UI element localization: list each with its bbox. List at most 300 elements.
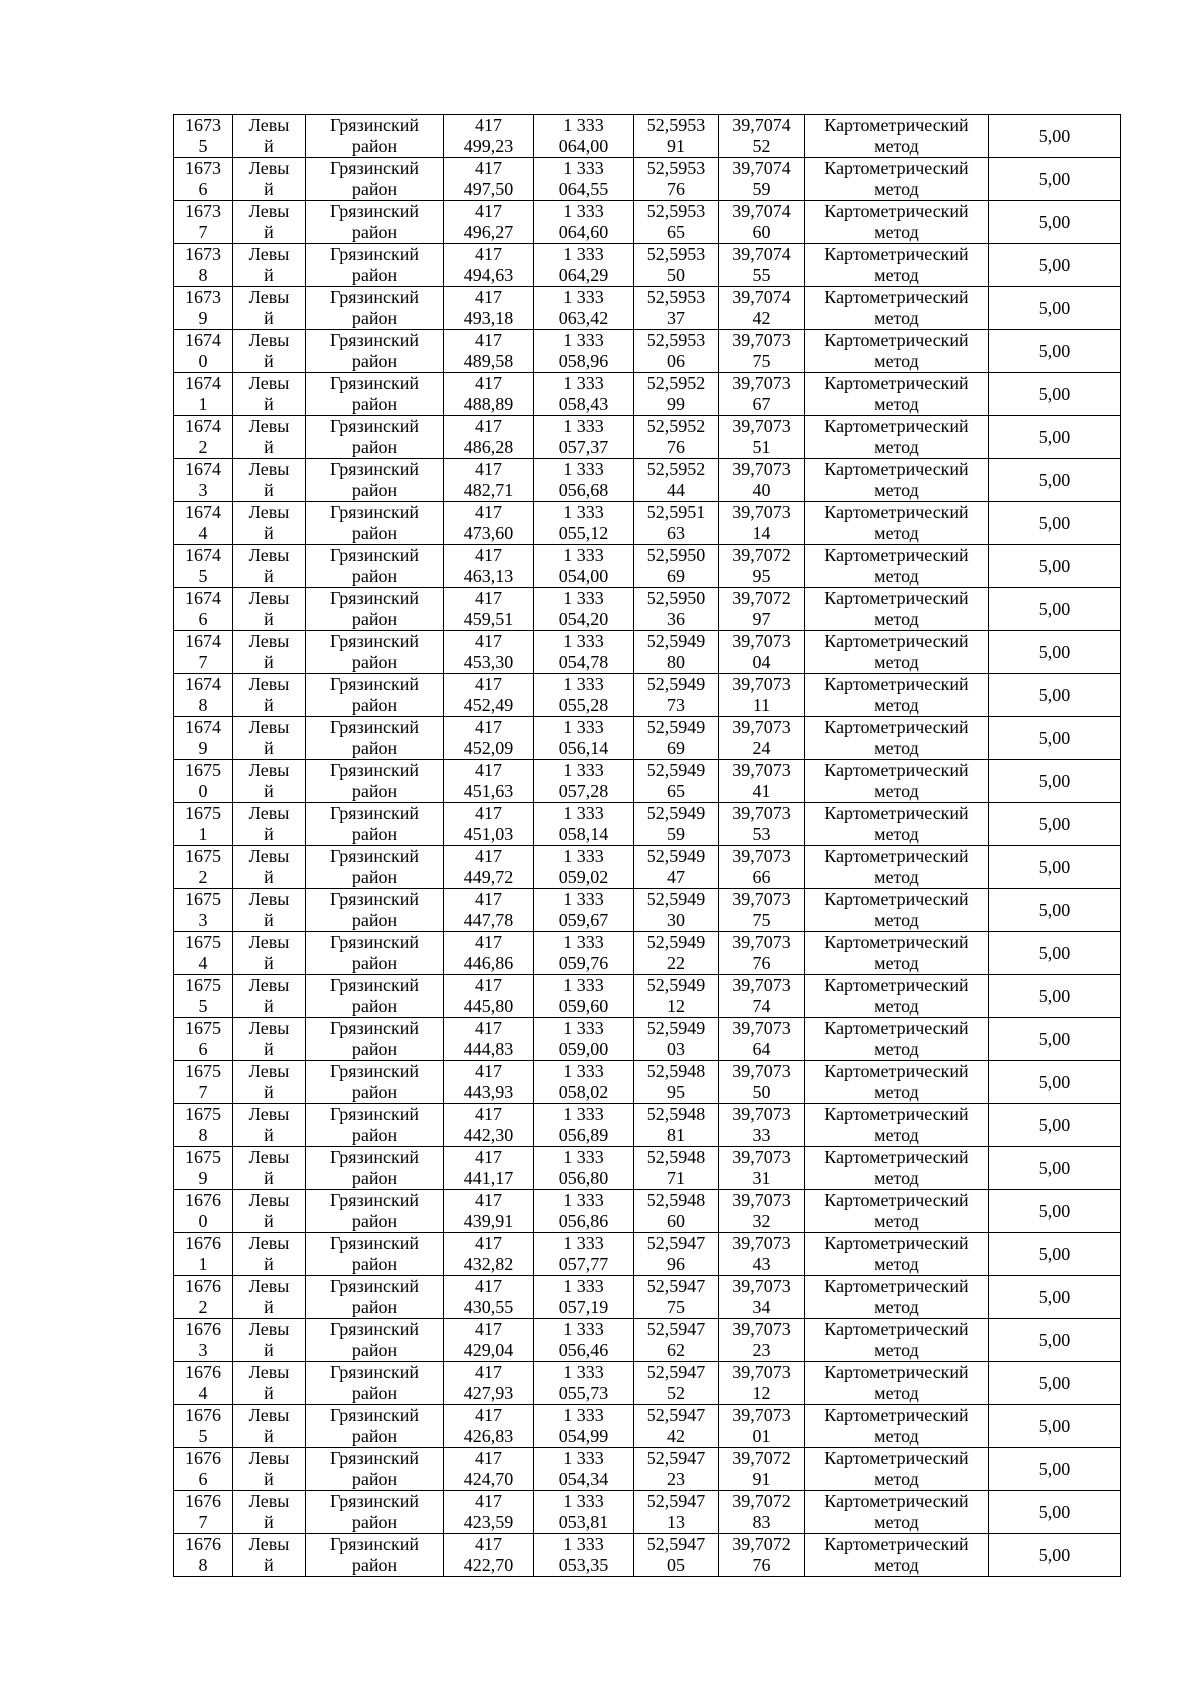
cell-text: Грязинский	[330, 1147, 419, 1167]
x-coordinate-cell	[444, 416, 534, 459]
cell-text: Левы	[248, 1147, 290, 1167]
cell-text: 1 333	[563, 287, 604, 307]
cell-text: 0	[198, 781, 208, 801]
cell-text: Грязинский	[330, 1190, 419, 1210]
point-number-cell	[174, 459, 233, 502]
cell-text: 424,70	[463, 1469, 514, 1489]
cell-text: 36	[667, 609, 685, 629]
cell-text: район	[351, 351, 398, 371]
cell-text: Грязинский	[330, 1491, 419, 1511]
longitude-cell	[719, 932, 805, 975]
cell-text: 417	[475, 330, 502, 350]
cell-text: Грязинский	[330, 588, 419, 608]
accuracy-cell	[989, 1319, 1121, 1362]
x-coordinate-cell	[444, 1147, 534, 1190]
cell-text: 91	[667, 136, 685, 156]
district-cell	[306, 1362, 444, 1405]
accuracy-cell	[989, 1448, 1121, 1491]
cell-text: 71	[667, 1168, 685, 1188]
cell-text: 39,7073	[732, 1362, 791, 1382]
cell-text: 1676	[185, 1534, 221, 1554]
cell-text: 1 333	[563, 502, 604, 522]
cell-text: Левы	[248, 545, 290, 565]
cell-text: 11	[752, 695, 771, 715]
cell-text: 5,00	[1038, 1071, 1071, 1092]
cell-text: 8	[198, 1125, 208, 1145]
latitude-cell	[634, 373, 719, 416]
cell-text: Левы	[248, 1534, 290, 1554]
cell-text: Картометрический	[824, 846, 969, 866]
accuracy-cell	[989, 932, 1121, 975]
bank-side-cell	[233, 459, 306, 502]
cell-text: Грязинский	[330, 1448, 419, 1468]
cell-text: 95	[667, 1082, 685, 1102]
x-coordinate-cell	[444, 287, 534, 330]
table-row	[174, 760, 1121, 803]
point-number-cell	[174, 373, 233, 416]
x-coordinate-cell	[444, 502, 534, 545]
cell-text: 053,35	[558, 1555, 609, 1575]
point-number-cell	[174, 1405, 233, 1448]
x-coordinate-cell	[444, 1448, 534, 1491]
cell-text: 59	[752, 179, 771, 199]
cell-text: 06	[667, 351, 685, 371]
cell-text: 43	[752, 1254, 771, 1274]
cell-text: 1 333	[563, 889, 604, 909]
cell-text: 417	[475, 1405, 502, 1425]
district-cell	[306, 158, 444, 201]
cell-text: 5,00	[1038, 426, 1071, 447]
cell-text: 9	[198, 738, 208, 758]
cell-text: 39,7073	[732, 717, 791, 737]
district-cell	[306, 674, 444, 717]
cell-text: метод	[874, 1512, 919, 1532]
cell-text: 39,7074	[732, 115, 791, 135]
accuracy-cell	[989, 201, 1121, 244]
cell-text: 5	[198, 1426, 208, 1446]
cell-text: 426,83	[463, 1426, 514, 1446]
cell-text: Левы	[248, 201, 290, 221]
method-cell	[805, 1190, 989, 1233]
cell-text: Левы	[248, 1319, 290, 1339]
cell-text: 52,5953	[646, 244, 706, 264]
cell-text: Грязинский	[330, 1061, 419, 1081]
latitude-cell	[634, 1491, 719, 1534]
cell-text: метод	[874, 1125, 919, 1145]
cell-text: 417	[475, 631, 502, 651]
cell-text: 52,5950	[646, 545, 706, 565]
accuracy-cell	[989, 1405, 1121, 1448]
cell-text: 1 333	[563, 1448, 604, 1468]
cell-text: й	[264, 1555, 274, 1575]
cell-text: й	[264, 953, 274, 973]
cell-text: 494,63	[463, 265, 514, 285]
cell-text: 6	[198, 1039, 208, 1059]
cell-text: 1 333	[563, 1405, 604, 1425]
cell-text: 99	[667, 394, 685, 414]
y-coordinate-cell	[534, 1233, 634, 1276]
cell-text: 417	[475, 1448, 502, 1468]
longitude-cell	[719, 115, 805, 158]
cell-text: 1 333	[563, 1319, 604, 1339]
longitude-cell	[719, 1362, 805, 1405]
cell-text: 1674	[185, 373, 221, 393]
y-coordinate-cell	[534, 760, 634, 803]
cell-text: й	[264, 1254, 274, 1274]
cell-text: 1 333	[563, 717, 604, 737]
cell-text: 14	[752, 523, 771, 543]
longitude-cell	[719, 760, 805, 803]
method-cell	[805, 760, 989, 803]
y-coordinate-cell	[534, 545, 634, 588]
method-cell	[805, 373, 989, 416]
district-cell	[306, 975, 444, 1018]
district-cell	[306, 244, 444, 287]
cell-text: 52,5947	[646, 1491, 706, 1511]
cell-text: 51	[752, 437, 771, 457]
table-row	[174, 674, 1121, 717]
district-cell	[306, 1276, 444, 1319]
cell-text: 52	[667, 1383, 685, 1403]
district-cell	[306, 588, 444, 631]
cell-text: 5,00	[1038, 727, 1071, 748]
cell-text: район	[351, 1125, 398, 1145]
longitude-cell	[719, 674, 805, 717]
cell-text: 430,55	[463, 1297, 514, 1317]
longitude-cell	[719, 1061, 805, 1104]
cell-text: 76	[667, 437, 685, 457]
cell-text: 5,00	[1038, 1286, 1071, 1307]
cell-text: район	[351, 265, 398, 285]
table-row	[174, 115, 1121, 158]
cell-text: район	[351, 824, 398, 844]
cell-text: 1673	[185, 115, 221, 135]
longitude-cell	[719, 889, 805, 932]
cell-text: 1 333	[563, 975, 604, 995]
cell-text: 058,43	[558, 394, 609, 414]
y-coordinate-cell	[534, 115, 634, 158]
method-cell	[805, 330, 989, 373]
accuracy-cell	[989, 1276, 1121, 1319]
accuracy-cell	[989, 674, 1121, 717]
y-coordinate-cell	[534, 330, 634, 373]
cell-text: 5,00	[1038, 598, 1071, 619]
method-cell	[805, 631, 989, 674]
cell-text: 459,51	[463, 609, 514, 629]
cell-text: 417	[475, 115, 502, 135]
cell-text: 52,5947	[646, 1405, 706, 1425]
cell-text: район	[351, 222, 398, 242]
latitude-cell	[634, 631, 719, 674]
cell-text: 5,00	[1038, 254, 1071, 275]
cell-text: 39,7073	[732, 1147, 791, 1167]
cell-text: метод	[874, 1555, 919, 1575]
cell-text: 63	[667, 523, 685, 543]
cell-text: Грязинский	[330, 201, 419, 221]
cell-text: 23	[752, 1340, 771, 1360]
table-row	[174, 1491, 1121, 1534]
point-number-cell	[174, 803, 233, 846]
cell-text: метод	[874, 1211, 919, 1231]
cell-text: 1 333	[563, 330, 604, 350]
accuracy-cell	[989, 1362, 1121, 1405]
x-coordinate-cell	[444, 1534, 534, 1577]
district-cell	[306, 287, 444, 330]
cell-text: 31	[752, 1168, 771, 1188]
cell-text: 429,04	[463, 1340, 514, 1360]
cell-text: 7	[198, 222, 208, 242]
longitude-cell	[719, 502, 805, 545]
district-cell	[306, 1190, 444, 1233]
longitude-cell	[719, 459, 805, 502]
cell-text: 417	[475, 459, 502, 479]
accuracy-cell	[989, 1147, 1121, 1190]
cell-text: й	[264, 1512, 274, 1532]
cell-text: 39,7074	[732, 158, 791, 178]
cell-text: 5,00	[1038, 1501, 1071, 1522]
cell-text: район	[351, 179, 398, 199]
bank-side-cell	[233, 1233, 306, 1276]
cell-text: 5,00	[1038, 1157, 1071, 1178]
cell-text: Картометрический	[824, 1061, 969, 1081]
cell-text: 5,00	[1038, 297, 1071, 318]
district-cell	[306, 803, 444, 846]
cell-text: 5,00	[1038, 512, 1071, 533]
cell-text: 52,5952	[646, 373, 706, 393]
cell-text: 2	[198, 1297, 208, 1317]
cell-text: метод	[874, 523, 919, 543]
cell-text: 52,5952	[646, 459, 706, 479]
cell-text: 83	[752, 1512, 771, 1532]
cell-text: район	[351, 695, 398, 715]
y-coordinate-cell	[534, 373, 634, 416]
longitude-cell	[719, 373, 805, 416]
y-coordinate-cell	[534, 717, 634, 760]
cell-text: 5,00	[1038, 899, 1071, 920]
cell-text: Грязинский	[330, 889, 419, 909]
cell-text: 1675	[185, 1104, 221, 1124]
cell-text: 054,34	[558, 1469, 609, 1489]
table-row	[174, 803, 1121, 846]
y-coordinate-cell	[534, 1061, 634, 1104]
y-coordinate-cell	[534, 1534, 634, 1577]
cell-text: 1 333	[563, 588, 604, 608]
accuracy-cell	[989, 1018, 1121, 1061]
latitude-cell	[634, 1233, 719, 1276]
cell-text: 52,5949	[646, 717, 706, 737]
accuracy-cell	[989, 717, 1121, 760]
cell-text: 52,5947	[646, 1319, 706, 1339]
table-row	[174, 502, 1121, 545]
y-coordinate-cell	[534, 1147, 634, 1190]
cell-text: 1 333	[563, 1061, 604, 1081]
y-coordinate-cell	[534, 1319, 634, 1362]
cell-text: 422,70	[463, 1555, 514, 1575]
cell-text: 1674	[185, 674, 221, 694]
cell-text: 445,80	[463, 996, 514, 1016]
cell-text: 1	[198, 394, 208, 414]
cell-text: Грязинский	[330, 115, 419, 135]
bank-side-cell	[233, 1534, 306, 1577]
cell-text: 417	[475, 287, 502, 307]
cell-text: метод	[874, 480, 919, 500]
longitude-cell	[719, 287, 805, 330]
cell-text: 39,7073	[732, 631, 791, 651]
cell-text: й	[264, 996, 274, 1016]
coordinates-table	[173, 114, 1121, 1577]
cell-text: й	[264, 351, 274, 371]
method-cell	[805, 1018, 989, 1061]
cell-text: 1 333	[563, 1534, 604, 1554]
cell-text: 417	[475, 373, 502, 393]
cell-text: 417	[475, 588, 502, 608]
cell-text: 39,7074	[732, 244, 791, 264]
cell-text: Левы	[248, 1448, 290, 1468]
cell-text: 52,5949	[646, 760, 706, 780]
table-row	[174, 1534, 1121, 1577]
cell-text: 417	[475, 889, 502, 909]
cell-text: й	[264, 1211, 274, 1231]
cell-text: район	[351, 781, 398, 801]
district-cell	[306, 330, 444, 373]
cell-text: Левы	[248, 502, 290, 522]
cell-text: 01	[752, 1426, 771, 1446]
accuracy-cell	[989, 158, 1121, 201]
cell-text: Картометрический	[824, 158, 969, 178]
cell-text: 452,49	[463, 695, 514, 715]
cell-text: Картометрический	[824, 1104, 969, 1124]
cell-text: 417	[475, 803, 502, 823]
cell-text: 67	[752, 394, 771, 414]
cell-text: 96	[667, 1254, 685, 1274]
table-row	[174, 717, 1121, 760]
point-number-cell	[174, 287, 233, 330]
cell-text: 39,7072	[732, 588, 791, 608]
cell-text: Левы	[248, 588, 290, 608]
cell-text: 486,28	[463, 437, 514, 457]
bank-side-cell	[233, 1491, 306, 1534]
cell-text: й	[264, 437, 274, 457]
cell-text: Левы	[248, 373, 290, 393]
cell-text: 417	[475, 158, 502, 178]
cell-text: Картометрический	[824, 1448, 969, 1468]
cell-text: метод	[874, 1168, 919, 1188]
cell-text: й	[264, 1297, 274, 1317]
cell-text: 5,00	[1038, 641, 1071, 662]
bank-side-cell	[233, 674, 306, 717]
cell-text: Левы	[248, 115, 290, 135]
table-row	[174, 1190, 1121, 1233]
longitude-cell	[719, 1319, 805, 1362]
cell-text: 39,7074	[732, 201, 791, 221]
cell-text: й	[264, 695, 274, 715]
cell-text: 5,00	[1038, 383, 1071, 404]
method-cell	[805, 1534, 989, 1577]
cell-text: й	[264, 222, 274, 242]
table-row	[174, 1018, 1121, 1061]
cell-text: 52,5949	[646, 889, 706, 909]
cell-text: 489,58	[463, 351, 514, 371]
cell-text: 1	[198, 824, 208, 844]
cell-text: й	[264, 867, 274, 887]
cell-text: 5,00	[1038, 1243, 1071, 1264]
cell-text: 52,5948	[646, 1147, 706, 1167]
cell-text: 054,20	[558, 609, 609, 629]
cell-text: Левы	[248, 1104, 290, 1124]
x-coordinate-cell	[444, 674, 534, 717]
cell-text: 75	[752, 351, 771, 371]
cell-text: 7	[198, 1082, 208, 1102]
bank-side-cell	[233, 287, 306, 330]
cell-text: Грязинский	[330, 932, 419, 952]
district-cell	[306, 1319, 444, 1362]
y-coordinate-cell	[534, 889, 634, 932]
x-coordinate-cell	[444, 1362, 534, 1405]
method-cell	[805, 545, 989, 588]
cell-text: 1673	[185, 158, 221, 178]
cell-text: 4	[198, 523, 208, 543]
latitude-cell	[634, 545, 719, 588]
cell-text: метод	[874, 1340, 919, 1360]
cell-text: 417	[475, 1319, 502, 1339]
cell-text: Левы	[248, 1276, 290, 1296]
cell-text: район	[351, 136, 398, 156]
cell-text: метод	[874, 394, 919, 414]
table-row	[174, 588, 1121, 631]
cell-text: й	[264, 910, 274, 930]
point-number-cell	[174, 674, 233, 717]
point-number-cell	[174, 846, 233, 889]
cell-text: 39,7073	[732, 1233, 791, 1253]
cell-text: 1 333	[563, 158, 604, 178]
cell-text: Левы	[248, 846, 290, 866]
cell-text: 1 333	[563, 760, 604, 780]
point-number-cell	[174, 1190, 233, 1233]
cell-text: 1675	[185, 1061, 221, 1081]
bank-side-cell	[233, 330, 306, 373]
table-row	[174, 1276, 1121, 1319]
cell-text: 423,59	[463, 1512, 514, 1532]
cell-text: Грязинский	[330, 1362, 419, 1382]
longitude-cell	[719, 1276, 805, 1319]
cell-text: метод	[874, 222, 919, 242]
longitude-cell	[719, 244, 805, 287]
y-coordinate-cell	[534, 803, 634, 846]
cell-text: 6	[198, 609, 208, 629]
point-number-cell	[174, 244, 233, 287]
cell-text: район	[351, 394, 398, 414]
cell-text: 65	[667, 222, 685, 242]
cell-text: 417	[475, 1104, 502, 1124]
cell-text: 057,19	[558, 1297, 609, 1317]
y-coordinate-cell	[534, 502, 634, 545]
cell-text: 69	[667, 566, 685, 586]
x-coordinate-cell	[444, 1405, 534, 1448]
table-row	[174, 889, 1121, 932]
cell-text: 39,7073	[732, 416, 791, 436]
cell-text: 059,76	[558, 953, 609, 973]
cell-text: Грязинский	[330, 1018, 419, 1038]
method-cell	[805, 1104, 989, 1147]
bank-side-cell	[233, 1104, 306, 1147]
cell-text: район	[351, 437, 398, 457]
cell-text: 5,00	[1038, 340, 1071, 361]
cell-text: Левы	[248, 717, 290, 737]
method-cell	[805, 1276, 989, 1319]
cell-text: 39,7073	[732, 1104, 791, 1124]
cell-text: Грязинский	[330, 244, 419, 264]
table-row	[174, 1405, 1121, 1448]
